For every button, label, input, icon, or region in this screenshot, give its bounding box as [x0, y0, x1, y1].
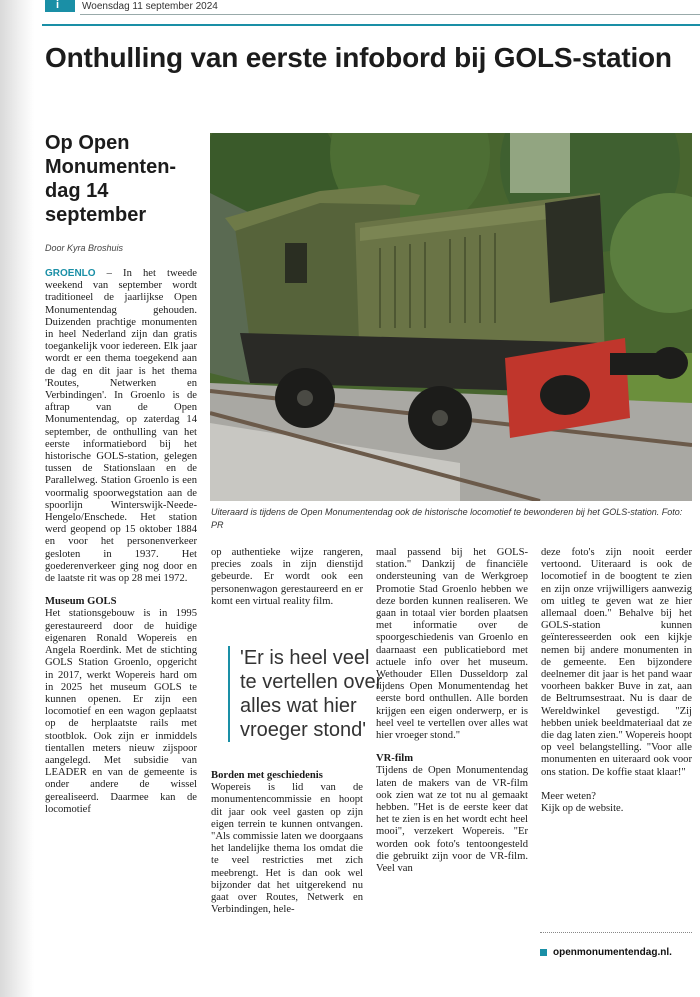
pull-quote: 'Er is heel veel te vertellen over alles wat hier vroeger stond' — [228, 646, 390, 742]
paragraph-vr-film: Tijdens de Open Monumentendag laten de makers van de VR-film ook zien wat ze tot nu al gemaakt hebben. "Het is de eerste keer dat het te zien is en het wordt echt heel mooi", verzekert Wopereis. "Er worden ook foto's tentoongesteld die gebruikt zijn voor de VR-film. Veel van — [376, 765, 528, 875]
locomotive-illustration — [210, 133, 692, 501]
newspaper-logo: i — [45, 0, 75, 12]
top-rule — [80, 14, 700, 15]
paragraph-museum: Het stationsgebouw is in 1995 gerestaureerd door de huidige eigenaren Ronald Wopereis en Angela Roerdink. Met de stichting GOLS Station Groenlo, opgericht in 2017, werkt Wopereis hard om in 2025 het museum GOLS te kunnen openen. Er zijn een locomotief en een wagon geplaatst op de herplaatste rails met stootblok. Ook zijn er inmiddels tientallen meters nieuw zijspoor aangelegd. Met subsidie van LEADER en van de gemeente is onder andere de wissel gerealiseerd. Daarmee kan de locomotief — [45, 608, 197, 815]
accent-rule — [42, 24, 700, 26]
dateline: GROENLO — [45, 268, 96, 279]
subheadline: Op Open Monumenten-dag 14 september — [45, 132, 177, 226]
article-column-2 — [211, 547, 363, 608]
website-link[interactable]: openmonumentendag.nl. — [540, 947, 672, 958]
photo-caption: Uiteraard is tijdens de Open Monumentendag ook de historische locomotief te bewonderen bij het GOLS-station. Foto: PR — [211, 507, 683, 530]
square-bullet-icon — [540, 949, 547, 956]
more-info-question: Meer weten? — [541, 790, 596, 802]
paragraph-intro: GROENLO – In het tweede weekend van september wordt traditioneel de jaarlijkse Open Monumentendag gehouden. Duizenden prachtige monumenten in heel Nederland zijn dan gratis toegankelijk voor iedereen. Elk jaar wordt er een thema toegekend aan de dag en dit jaar is het thema 'Routes, Netwerken en Verbindingen'. In Groenlo is de aftrap van de Open Monumentendag, op zaterdag 14 september, de onthulling van het eerste informatiebord bij het historische GOLS-station, gelegen tussen de Stationslaan en de Parallelweg. Station Groenlo is een voormalig spoorwegstation aan de spoorlijn Winterswijk-Neede-Hengelo/Enschede. Het station werd geopend op 15 oktober 1884 en voor het personenverkeer gesloten in 1937. Het goederenverkeer ging nog door en de laatste rit was op 28 mei 1972. — [45, 268, 197, 585]
byline: Door Kyra Broshuis — [45, 243, 124, 253]
subhead-museum: Museum GOLS — [45, 596, 117, 608]
paragraph-borden: Wopereis is lid van de monumentencommissie en hoopt dit jaar ook veel gasten op zijn eigen terrein te kunnen ontvangen. "Als commissie laten we doorgaans het landelijke thema los omdat die te veel restricties met zich meebrengt. Het is dan ook wel bijzonder dat het uitgerekend nu gaat over Routes, Netwerk en Verbindingen, hele- — [211, 782, 363, 916]
article-column-4 — [541, 547, 692, 815]
paragraph-col4-1: deze foto's zijn nooit eerder vertoond. Uiteraard is ook de locomotief in de boogtent te zien en zijn onze vrijwilligers aanwezig om uitleg te geven wat ze hier allemaal doen." Behalve bij het GOLS-station kunnen geïnteresseerden ook een kijkje nemen bij andere monumenten in de gemeente. Een bijzondere deelnemer dit jaar is het pand waar voorheen bakker Buve in zat, aan de Beltrumsestraat. Nu is daar de Wereldwinkel gevestigd. "Zij hebben uniek beeldmateriaal dat ze die dag laten zien." Wopereis hoopt op veel belangstelling. "Voor alle monumenten en uiteraard ook voor ons station. De koffie staat klaar!" — [541, 547, 692, 778]
article-column-1 — [45, 268, 197, 816]
subhead-vr-film: VR-film — [376, 753, 414, 765]
top-bar — [42, 0, 700, 15]
article-column-3 — [376, 547, 528, 875]
subhead-borden: Borden met geschiedenis — [211, 770, 323, 781]
paragraph-col2-1: op authentieke wijze rangeren, precies zoals in zijn dienstijd gebeurde. Er wordt ook een personenwagon gerestaureerd en er komt een virtual reality film. — [211, 547, 363, 607]
issue-date: Woensdag 11 september 2024 — [82, 1, 218, 12]
page-fold-shadow — [0, 0, 34, 997]
headline: Onthulling van eerste infobord bij GOLS-station — [45, 42, 672, 73]
locomotive-photo — [210, 133, 692, 501]
footer-divider — [540, 932, 692, 934]
paragraph-col3-1: maal passend bij het GOLS-station." Dankzij de financiële ondersteuning van de Werkgroep Promotie Stad Groenlo hebben we deze borden kunnen realiseren. We gaan in totaal vier borden plaatsen met informatie over de spoorgeschiedenis van Groenlo en daarnaast een publicatiebord met actuele info over het museum. Wethouder Ellen Dusseldorp zal tijdens Open Monumentendag het eerste bord onthullen. Alle borden krijgen een eigen onderwerp, er is heel veel te vertellen over alles wat hier vroeger stond." — [376, 547, 528, 742]
article-column-2b — [211, 770, 363, 916]
more-info-website: Kijk op de website. — [541, 803, 624, 815]
